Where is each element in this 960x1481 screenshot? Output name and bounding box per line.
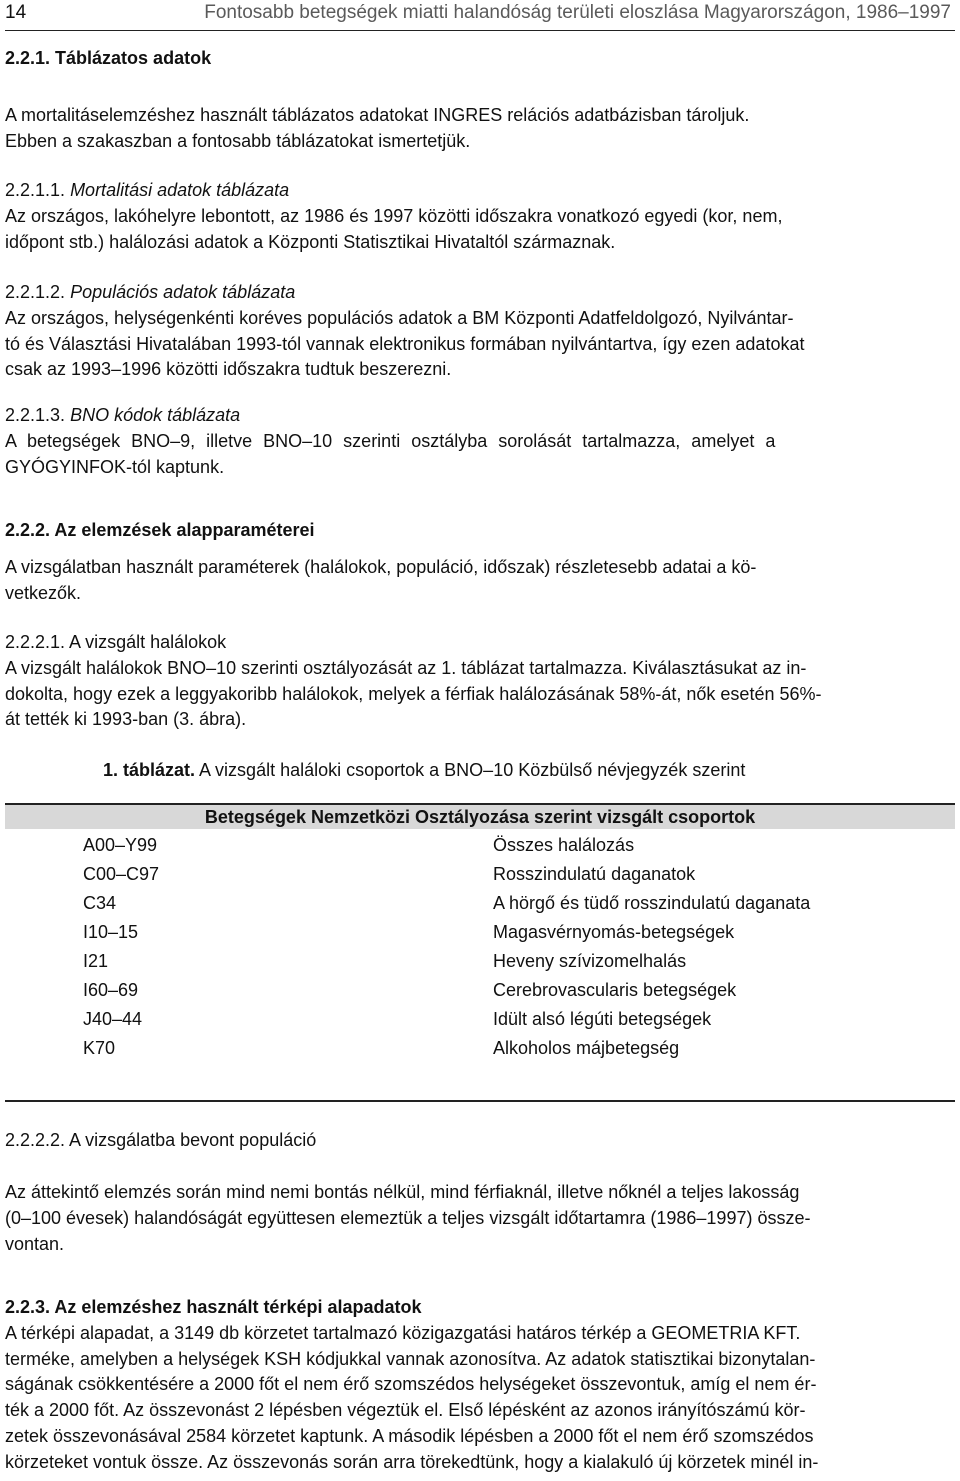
text-line: terméke, amelyben a helységek KSH kódjukkal vannak azonosítva. Az adatok statisztikai bizonytalan- <box>5 1348 816 1369</box>
section-2-2-2-body <box>5 555 955 607</box>
subsection-title: Populációs adatok táblázata <box>70 282 296 302</box>
table-row <box>0 976 960 1005</box>
text-line: Az országos, helységenkénti koréves populációs adatok a BM Központi Adatfeldolgozó, Nyilvántar- <box>5 307 794 328</box>
section-2-2-2-2-body <box>5 1180 955 1257</box>
disease-group: A hörgő és tüdő rosszindulatú daganata <box>493 893 811 913</box>
text-line: ságának csökkentésére a 2000 főt el nem érő szomszédos helységeket összevontuk, amíg el nem ér- <box>5 1374 817 1395</box>
subsection-heading: 2.2.2.2. A vizsgálatba bevont populáció <box>5 1130 317 1150</box>
text-line: dokolta, hogy ezek a leggyakoribb halálokok, melyek a férfiak halálozásának 58%-át, nők esetén 56%- <box>5 683 822 704</box>
bno-code: C34 <box>83 893 117 913</box>
bno-code: J40–44 <box>83 1009 143 1029</box>
page-number: 14 <box>5 2 27 23</box>
text-line: GYÓGYINFOK-tól kaptunk. <box>5 456 225 477</box>
disease-group: Összes halálozás <box>493 835 635 855</box>
bno-code: C00–C97 <box>83 864 160 884</box>
text-line: zetek összevonásával 2584 körzetet kaptunk. A második lépésben a 2000 főt el nem érő szomszédos <box>5 1425 814 1446</box>
subsection-heading <box>5 403 955 429</box>
text-line: ték a 2000 főt. Az összevonást 2 lépésben végeztük el. Első lépésként az azonos irányítószámú kör- <box>5 1400 806 1421</box>
bno-code: A00–Y99 <box>83 835 158 855</box>
disease-group: Cerebrovascularis betegségek <box>493 980 737 1000</box>
bno-code: K70 <box>83 1038 116 1058</box>
disease-group: Idült alsó légúti betegségek <box>493 1009 712 1029</box>
subsection-number: 2.2.1.3. <box>5 405 66 425</box>
text-line: körzeteket vontuk össze. Az összevonás során arra törekedtünk, hogy a kialakuló új körzetek minél in- <box>5 1451 819 1472</box>
text-line: Az országos, lakóhelyre lebontott, az 1986 és 1997 közötti időszakra vonatkozó egyedi (kor, nem, <box>5 205 783 226</box>
disease-group: Alkoholos májbetegség <box>493 1038 680 1058</box>
table-caption-text: A vizsgált haláloki csoportok a BNO–10 Közbülső névjegyzék szerint <box>199 760 746 780</box>
text-line: csak az 1993–1996 közötti időszakra tudtuk beszerezni. <box>5 359 452 380</box>
section-heading: 2.2.2. Az elemzések alapparaméterei <box>5 520 315 540</box>
subsection-heading <box>5 280 955 306</box>
bno-code: I10–15 <box>83 922 139 942</box>
text-line: időpont stb.) halálozási adatok a Központi Statisztikai Hivataltól származnak. <box>5 231 616 252</box>
section-2-2-2-heading <box>5 518 955 544</box>
subsection-number: 2.2.1.1. <box>5 180 66 200</box>
text-line: vontan. <box>5 1233 65 1254</box>
text-line: tó és Választási Hivatalában 1993-tól vannak elektronikus formában nyilvántartva, így ezen adatokat <box>5 333 805 354</box>
page-header <box>5 0 955 31</box>
section-2-2-1-1 <box>5 178 955 255</box>
table-bottom-rule <box>5 1100 955 1102</box>
running-title: Fontosabb betegségek miatti halandóság területi eloszlása Magyarországon, 1986–1997 <box>204 2 951 23</box>
section-2-2-2-1 <box>5 630 955 733</box>
text-line <box>5 429 955 455</box>
table-caption <box>103 760 745 781</box>
text-line-justified: A betegségek BNO–9, illetve BNO–10 szerinti osztályba sorolását tartalmazza, amelyet a <box>5 430 776 451</box>
table-row <box>0 889 960 918</box>
section-heading: 2.2.1. Táblázatos adatok <box>5 48 212 68</box>
subsection-heading: 2.2.2.1. A vizsgált halálokok <box>5 632 227 652</box>
subsection-title: BNO kódok táblázata <box>70 405 241 425</box>
table-row <box>0 947 960 976</box>
disease-group: Magasvérnyomás-betegségek <box>493 922 735 942</box>
section-2-2-1-2 <box>5 280 955 383</box>
text-line: vetkezők. <box>5 582 82 603</box>
table-caption-label: 1. táblázat. <box>103 760 196 780</box>
table-row <box>0 1034 960 1063</box>
text-line: át tették ki 1993-ban (3. ábra). <box>5 709 247 730</box>
section-2-2-2-2-heading <box>5 1128 955 1154</box>
table-row <box>0 918 960 947</box>
table-row <box>0 1005 960 1034</box>
table-row <box>0 860 960 889</box>
text-line: A mortalitáselemzéshez használt táblázatos adatokat INGRES relációs adatbázisban tároljuk. <box>5 105 750 125</box>
table-header: Betegségek Nemzetközi Osztályozása szerint vizsgált csoportok <box>5 805 955 829</box>
subsection-title: Mortalitási adatok táblázata <box>70 180 290 200</box>
disease-group: Rosszindulatú daganatok <box>493 864 696 884</box>
text-line: (0–100 évesek) halandóságát együttesen elemeztük a teljes vizsgált időtartamra (1986–1997) össze- <box>5 1207 811 1228</box>
table-row <box>0 831 960 860</box>
bno-code: I21 <box>83 951 109 971</box>
text-line: A vizsgált halálokok BNO–10 szerinti osztályozását az 1. táblázat tartalmazza. Kiválasztásukat az in- <box>5 657 807 678</box>
bno-code: I60–69 <box>83 980 139 1000</box>
section-2-2-1-3 <box>5 403 955 480</box>
subsection-number: 2.2.1.2. <box>5 282 66 302</box>
section-2-2-1-heading <box>5 46 955 72</box>
disease-group: Heveny szívizomelhalás <box>493 951 687 971</box>
section-2-2-1-body <box>5 103 955 155</box>
text-line: A térképi alapadat, a 3149 db körzetet tartalmazó közigazgatási határos térkép a GEOMETRIA KFT. <box>5 1322 801 1343</box>
text-line: A vizsgálatban használt paraméterek (halálokok, populáció, időszak) részletesebb adatai a kö- <box>5 557 757 577</box>
section-2-2-3 <box>5 1295 955 1476</box>
section-heading: 2.2.3. Az elemzéshez használt térképi alapadatok <box>5 1297 422 1317</box>
text-line: Ebben a szakaszban a fontosabb táblázatokat ismertetjük. <box>5 130 471 151</box>
subsection-heading <box>5 178 955 204</box>
text-line: Az áttekintő elemzés során mind nemi bontás nélkül, mind férfiaknál, illetve nőknél a teljes lakosság <box>5 1182 800 1202</box>
